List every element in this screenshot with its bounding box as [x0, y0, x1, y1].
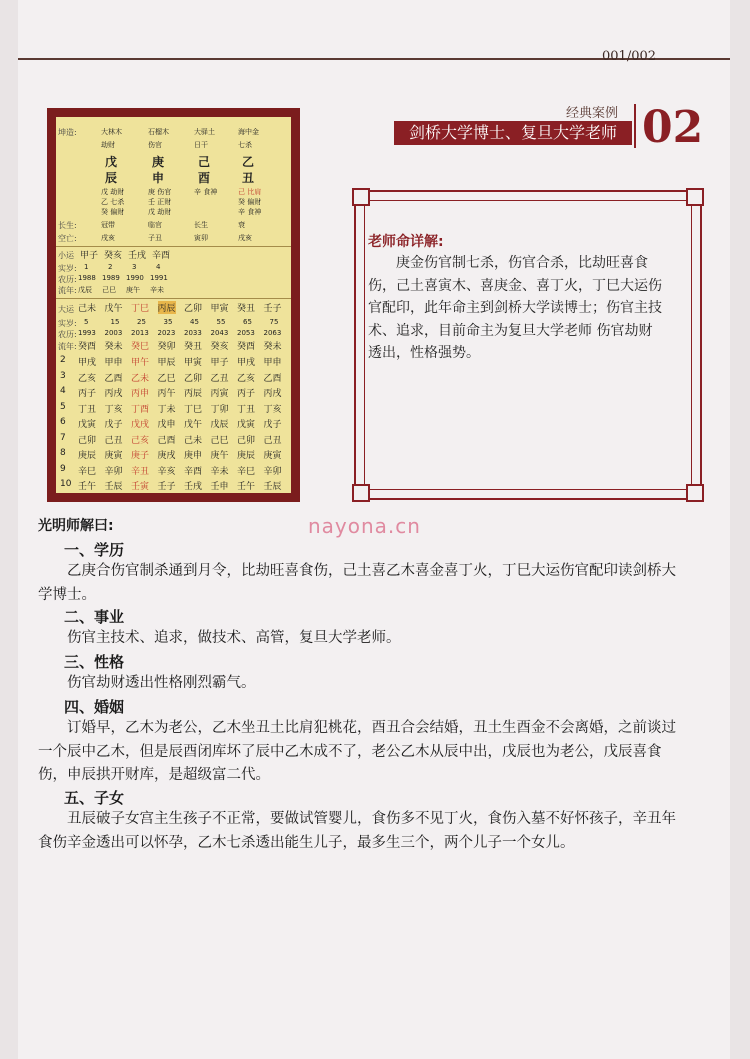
chart-liunian-cell: 癸酉 [78, 342, 97, 352]
chart-liunian-cell: 丙子 [78, 389, 97, 399]
chart-changsheng: 冠带 [101, 221, 115, 229]
bazi-chart-panel [56, 117, 291, 493]
chart-xiaoyun-liunian: 流年: [58, 286, 77, 295]
chart-liunian-cell: 丁丑 [78, 404, 97, 415]
section-text: 订婚早，乙木为老公，乙木坐丑土比肩犯桃花，酉丑合会结婚，丑土生酉金不会离婚，之前谈过一个辰中乙木，但是辰酉闭库坏了辰中乙木成不了，老公乙木从辰中出，戊辰也为老公，戊辰喜食伤，申辰拱开财库，是超级富二代。 [38, 720, 676, 783]
chart-liunian-index: 2 [60, 355, 66, 365]
chart-header-cell: 海中金 [238, 128, 259, 136]
chart-liunian-cell: 辛巳 [237, 466, 256, 477]
chart-branch: 辰 [105, 171, 118, 185]
chart-liunian-cell: 丁巳 [184, 404, 203, 415]
chart-liunian-cell: 丙子 [237, 389, 256, 399]
case-label: 经典案例 [566, 106, 619, 121]
chart-xiaoyun-label: 小运 [58, 251, 74, 260]
chart-dayun: 壬子 [263, 304, 282, 314]
chart-liunian-cell: 庚午 [210, 451, 229, 461]
chart-xiaoyun-liunian: 己巳 [102, 286, 116, 294]
chart-dayun-year: 2033 [184, 329, 202, 337]
watermark: nayona.cn [308, 514, 421, 538]
chart-liunian-cell: 己亥 [131, 435, 150, 446]
chart-sub-cell: 伤官 [148, 141, 162, 149]
chart-liunian-cell: 己巳 [210, 435, 229, 446]
chart-liunian-cell: 辛丑 [131, 466, 150, 477]
chart-hidden-stem: 癸 偏财 [101, 208, 125, 216]
chart-liunian-cell: 戊申 [157, 420, 176, 430]
chart-liunian-cell: 丁未 [157, 404, 176, 415]
chart-liunian-cell: 辛巳 [78, 466, 97, 477]
chart-hidden-stem: 戊 劫财 [101, 188, 125, 196]
chart-dayun: 甲寅 [210, 304, 229, 314]
chart-liunian-cell: 丙寅 [210, 389, 229, 399]
chart-liunian-cell: 庚寅 [104, 451, 123, 461]
chart-dayun-year: 2043 [210, 329, 229, 337]
chart-dayun: 乙卯 [184, 304, 203, 314]
chart-dayun: 戊午 [104, 304, 123, 314]
chart-sub-cell: 七杀 [238, 141, 252, 149]
chart-xiaoyun-liunian: 辛未 [150, 286, 164, 294]
chart-liunian-cell: 丙午 [157, 389, 176, 399]
chart-liunian-cell: 己丑 [104, 435, 123, 446]
case-number: 02 [642, 102, 704, 153]
chart-liunian-cell: 壬子 [157, 482, 176, 492]
chart-header-cell: 大驿土 [194, 128, 215, 136]
chart-stem: 己 [198, 155, 211, 169]
chart-liunian-cell: 癸卯 [157, 342, 176, 352]
chart-xiaoyun-year: 1990 [126, 274, 144, 282]
chart-xiaoyun-year: 1991 [150, 274, 168, 282]
chart-divider [56, 246, 291, 247]
chart-liunian-cell: 癸未 [263, 342, 282, 352]
teacher-heading: 老师命详解: [368, 234, 444, 250]
chart-kongwang: 子丑 [148, 234, 162, 242]
chart-liunian-cell: 丁卯 [210, 404, 229, 415]
chart-liunian-cell: 戊子 [104, 420, 123, 430]
chart-changsheng: 临官 [148, 221, 162, 229]
chart-liunian-cell: 戊寅 [237, 420, 256, 430]
chart-liunian-cell: 庚申 [184, 451, 203, 461]
chart-xiaoyun-year: 1988 [78, 274, 96, 282]
chart-liunian-cell: 癸未 [104, 342, 123, 352]
chart-liunian-cell: 癸巳 [131, 342, 150, 352]
chart-xiaoyun-age: 1 [84, 263, 89, 271]
chart-liunian-cell: 乙丑 [210, 373, 229, 384]
chart-dayun-year: 2053 [237, 329, 255, 337]
chart-liunian-cell: 壬戌 [184, 482, 203, 492]
chart-liunian-cell: 甲寅 [184, 358, 203, 368]
chart-liunian-cell: 甲辰 [157, 358, 176, 368]
chart-liunian-cell: 甲申 [263, 358, 282, 368]
chart-liunian-cell: 辛卯 [263, 466, 282, 477]
chart-dayun-age: 5 [84, 318, 89, 326]
chart-changsheng: 长生: [58, 221, 77, 230]
chart-liunian-index: 4 [60, 386, 66, 396]
chart-stem: 乙 [242, 155, 255, 169]
chart-xiaoyun-year: 1989 [102, 274, 120, 282]
chart-liunian-cell: 己卯 [78, 435, 97, 446]
chart-liunian-cell: 乙酉 [263, 373, 282, 384]
chart-kongwang: 戌亥 [238, 234, 252, 242]
section-text: 丑辰破子女宫主生孩子不正常，要做试管婴儿，食伤多不见丁火，食伤入墓不好怀孩子，辛丑年食伤辛金透出可以怀孕，乙木七杀透出能生儿子，最多生三个，两个儿子一个女儿。 [38, 811, 676, 851]
chart-stem: 戊 [105, 155, 118, 169]
chart-dayun-year: 2013 [131, 329, 149, 337]
chart-liunian-cell: 甲戌 [78, 358, 97, 368]
chart-liunian-cell: 甲午 [131, 358, 150, 368]
section-heading: 二、事业 [64, 608, 125, 626]
chart-xiaoyun: 癸亥 [104, 251, 123, 261]
chart-dayun-age: 25 [137, 318, 146, 326]
chart-changsheng: 长生 [194, 221, 208, 229]
chart-liunian-index: 5 [60, 401, 66, 412]
chart-liunian-cell: 乙亥 [78, 373, 97, 384]
chart-liunian-cell: 乙巳 [157, 373, 176, 384]
chart-hidden-stem: 乙 七杀 [101, 198, 125, 206]
chart-hidden-stem: 戊 劫财 [148, 208, 172, 216]
chart-liunian-cell: 庚辰 [237, 451, 256, 461]
chart-liunian-cell: 癸丑 [184, 342, 203, 352]
chart-liunian-cell: 戊午 [184, 420, 203, 430]
chart-liunian-cell: 壬辰 [104, 482, 123, 492]
chart-liunian-cell: 戊寅 [78, 420, 97, 430]
chart-dayun-ages-label: 实岁: [58, 319, 77, 328]
chart-header-cell: 坤造: [58, 128, 77, 137]
chart-xiaoyun-age: 4 [156, 263, 161, 271]
chart-liunian-cell: 甲申 [104, 358, 123, 368]
chart-liunian-cell: 丙戌 [104, 389, 123, 399]
chart-kongwang: 寅卯 [194, 234, 208, 242]
chart-liunian-cell: 甲子 [210, 358, 229, 368]
bazi-chart-image [47, 108, 300, 502]
chart-header-cell: 石榴木 [148, 128, 169, 136]
chart-liunian-cell: 辛亥 [157, 466, 176, 477]
chart-liunian-index: 10 [60, 479, 72, 489]
chart-header-cell: 大林木 [101, 128, 122, 136]
teacher-text: 庚金伤官制七杀，伤官合杀，比劫旺喜食伤，己土喜寅木、喜庚金、喜丁火，丁巳大运伤官配印，此年命主到剑桥大学读博士；伤官主技术、追求，目前命主为复旦大学老师 伤官劫财透出，性格强势。 [368, 255, 662, 361]
chart-xiaoyun-age: 2 [108, 263, 113, 271]
chart-liunian-cell: 丙戌 [263, 389, 282, 399]
chart-kongwang: 空亡: [58, 234, 77, 243]
section-heading: 四、婚姻 [64, 698, 125, 716]
chart-dayun-age: 55 [216, 318, 226, 326]
chart-liunian-cell: 己未 [184, 435, 203, 446]
chart-dayun-label: 大运 [58, 305, 74, 314]
chart-xiaoyun-liunian: 庚午 [126, 286, 140, 294]
chart-liunian-cell: 辛未 [210, 466, 229, 477]
chart-liunian-cell: 癸酉 [237, 342, 256, 352]
chart-liunian-cell: 壬寅 [131, 482, 150, 492]
frame-corner [352, 188, 370, 206]
chart-dayun-year: 2063 [263, 329, 282, 337]
chart-liunian-cell: 癸亥 [210, 342, 229, 352]
chart-liunian-cell: 庚寅 [263, 451, 282, 461]
chart-liunian-cell: 辛卯 [104, 466, 123, 477]
section-heading: 三、性格 [64, 653, 125, 671]
chart-liunian-cell: 丁亥 [263, 404, 282, 415]
chart-liunian-cell: 庚戌 [157, 451, 176, 461]
frame-corner [352, 484, 370, 502]
chart-xiaoyun: 甲子 [80, 251, 99, 261]
chart-liunian-cell: 乙酉 [104, 373, 123, 384]
chart-liunian-cell: 乙卯 [184, 373, 203, 384]
chart-dayun: 癸丑 [237, 304, 256, 314]
chart-liunian-index: 7 [60, 432, 66, 443]
section-heading: 一、学历 [64, 541, 125, 559]
chart-liunian-index: 9 [60, 463, 66, 474]
chart-dayun-age: 65 [243, 318, 252, 326]
chart-dayun-year: 2003 [104, 329, 123, 337]
chart-dayun-age: 75 [269, 318, 279, 326]
chart-xiaoyun: 壬戌 [128, 251, 147, 261]
frame-corner [686, 484, 704, 502]
chart-liunian-cell: 丁亥 [104, 404, 123, 415]
chart-hidden-stem: 辛 食神 [238, 208, 262, 216]
chart-kongwang: 戌亥 [101, 234, 115, 242]
chart-liunian-cell: 己丑 [263, 435, 282, 446]
section-heading: 五、子女 [64, 789, 125, 807]
section-text: 伤官主技术、追求，做技术、高管，复旦大学老师。 [67, 630, 401, 646]
chart-liunian-index: 8 [60, 448, 66, 458]
chart-liunian-cell: 戊辰 [210, 420, 229, 430]
chart-hidden-stem: 己 比肩 [238, 188, 262, 196]
chart-dayun: 己未 [78, 304, 97, 314]
chart-liunian-cell: 辛酉 [184, 466, 203, 477]
section-text: 乙庚合伤官制杀通到月令，比劫旺喜食伤，己土喜乙木喜金喜丁火，丁巳大运伤官配印读剑桥大学博士。 [38, 563, 676, 603]
chart-liunian-cell: 丁丑 [237, 404, 256, 415]
chart-xiaoyun-age: 实岁: [58, 264, 77, 273]
chart-liunian-cell: 壬申 [210, 482, 229, 492]
chart-hidden-stem: 壬 正财 [148, 198, 172, 206]
frame-corner [686, 188, 704, 206]
chart-liunian-index: 6 [60, 417, 66, 427]
chart-liunian-cell: 乙亥 [237, 373, 256, 384]
chart-liunian-index: 3 [60, 370, 66, 381]
chart-dayun-age: 15 [110, 318, 120, 326]
chart-dayun-age: 45 [190, 318, 199, 326]
chart-liunian-cell: 庚子 [131, 451, 150, 461]
chart-hidden-stem: 辛 食神 [194, 188, 218, 196]
chart-liunian-cell: 庚辰 [78, 451, 97, 461]
chart-liunian-cell: 丁酉 [131, 404, 150, 415]
chart-dayun: 丁巳 [131, 304, 150, 314]
chart-branch: 申 [152, 171, 165, 185]
chart-stem: 庚 [152, 155, 165, 169]
chart-sub-cell: 劫财 [101, 141, 115, 149]
chart-liunian-cell: 丙辰 [184, 389, 203, 399]
chart-branch: 丑 [242, 171, 255, 185]
chart-sub-cell: 日干 [194, 141, 208, 149]
chart-liunian-cell: 壬辰 [263, 482, 282, 492]
chart-liunian-cell: 壬午 [237, 482, 256, 492]
chart-dayun-year: 1993 [78, 329, 96, 337]
body-title: 光明师解曰: [38, 518, 114, 534]
chart-xiaoyun-liunian: 戊辰 [78, 286, 92, 294]
chart-liunian-cell: 己卯 [237, 435, 256, 446]
chart-liunian-cell: 壬午 [78, 482, 97, 492]
chart-xiaoyun: 辛酉 [152, 251, 171, 261]
chart-dayun-year: 2023 [157, 329, 176, 337]
chart-liunian-cell: 己酉 [157, 435, 176, 446]
chart-liunian-cell: 乙未 [131, 373, 150, 384]
chart-hidden-stem: 庚 伤官 [148, 188, 172, 196]
chart-liunian-cell: 丙申 [131, 389, 150, 399]
case-title: 剑桥大学博士、复旦大学老师 [394, 121, 632, 145]
chart-xiaoyun-age: 3 [132, 263, 137, 271]
case-divider [634, 104, 636, 148]
chart-branch: 酉 [198, 171, 211, 185]
section-text: 伤官劫财透出性格刚烈霸气。 [67, 675, 256, 691]
chart-divider [56, 298, 291, 299]
chart-liunian-cell: 戊戌 [131, 420, 150, 430]
chart-liunian-cell: 戊子 [263, 420, 282, 430]
page-number: 001/002 [602, 49, 657, 64]
chart-dayun-age: 35 [163, 318, 173, 326]
chart-xiaoyun-year: 农历: [58, 275, 77, 284]
chart-dayun: 丙辰 [158, 301, 176, 314]
chart-dayun-years-label: 农历: [58, 330, 77, 339]
chart-liunian-cell: 甲戌 [237, 358, 256, 368]
chart-liunian-label: 流年: [58, 342, 77, 351]
chart-hidden-stem: 癸 偏财 [238, 198, 262, 206]
chart-changsheng: 衰 [238, 221, 245, 229]
